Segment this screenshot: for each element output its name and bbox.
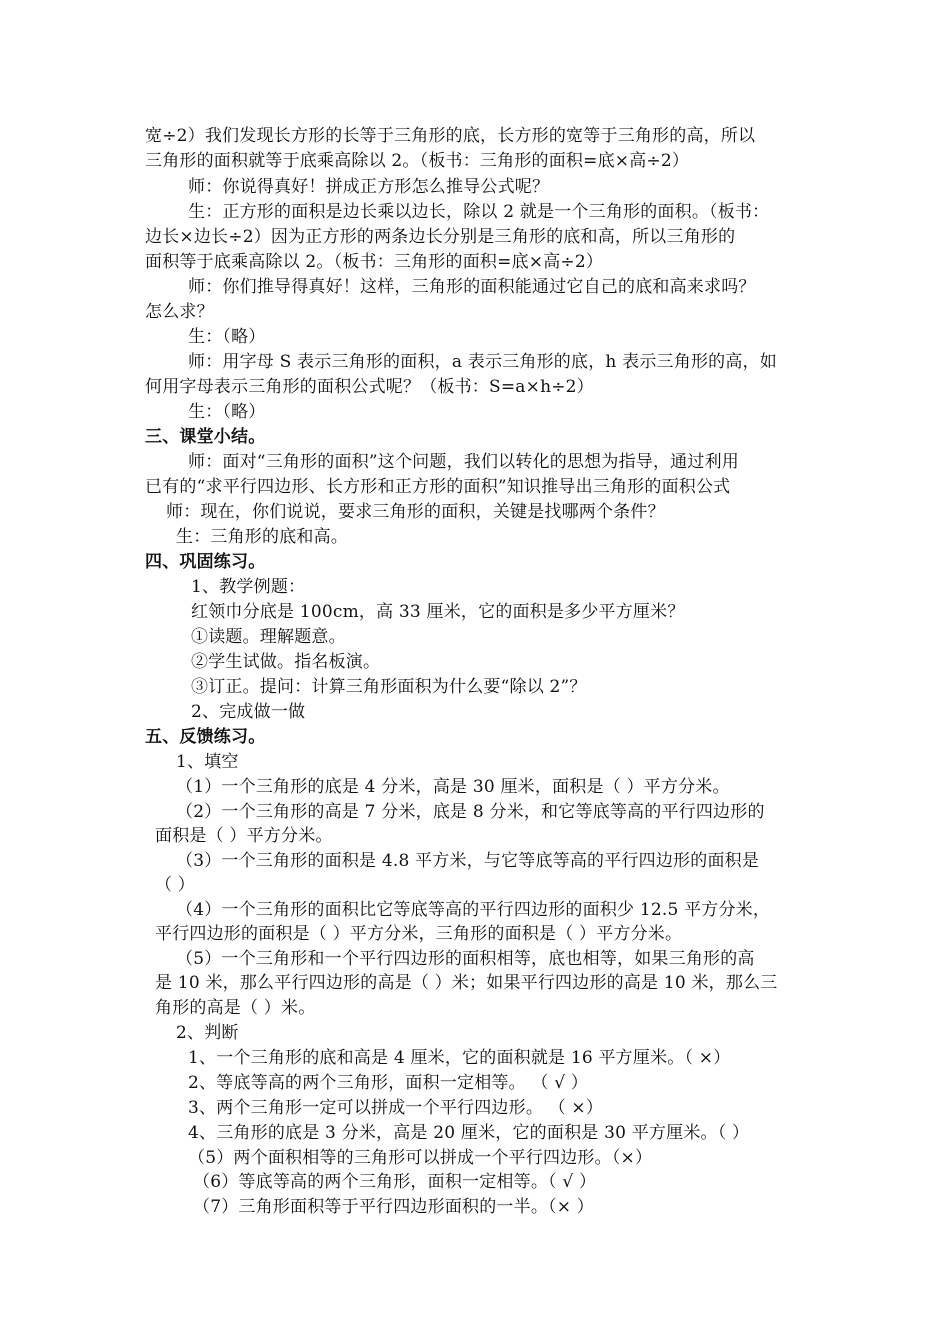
section-heading: 三、课堂小结。 xyxy=(145,427,266,447)
text-line: 2、判断 xyxy=(176,1023,239,1043)
text-line: 红领巾分底是 100cm，高 33 厘米，它的面积是多少平方厘米？ xyxy=(191,602,685,622)
text-line: 是 10 米，那么平行四边形的高是（ ）米；如果平行四边形的高是 10 米，那么三 xyxy=(155,973,778,993)
text-line: 师：你说得真好！拼成正方形怎么推导公式呢？ xyxy=(188,177,550,197)
text-line: 师：面对“三角形的面积”这个问题，我们以转化的思想为指导，通过利用 xyxy=(188,452,739,472)
text-line: （5）一个三角形和一个平行四边形的面积相等，底也相等，如果三角形的高 xyxy=(176,949,755,969)
text-line: 1、一个三角形的底和高是 4 厘米，它的面积就是 16 平方厘米。（ ×） xyxy=(188,1048,731,1068)
text-line: 生：正方形的面积是边长乘以边长，除以 2 就是一个三角形的面积。（板书： xyxy=(188,202,770,222)
text-line: 师：你们推导得真好！这样，三角形的面积能通过它自己的底和高来求吗？ xyxy=(188,277,756,297)
text-line: （2）一个三角形的高是 7 分米，底是 8 分米，和它等底等高的平行四边形的 xyxy=(176,802,765,822)
text-line: （1）一个三角形的底是 4 分米，高是 30 厘米，面积是（ ）平方分米。 xyxy=(176,777,730,797)
text-line: 3、两个三角形一定可以拼成一个平行四边形。 （ ×） xyxy=(188,1098,604,1118)
text-line: 三角形的面积就等于底乘高除以 2。（板书：三角形的面积=底×高÷2） xyxy=(145,151,690,171)
text-line: 4、三角形的底是 3 分米，高是 20 厘米，它的面积是 30 平方厘米。（ ） xyxy=(188,1123,750,1143)
text-line: （3）一个三角形的面积是 4.8 平方米，与它等底等高的平行四边形的面积是 xyxy=(176,851,760,871)
text-line: 师：用字母 S 表示三角形的面积，a 表示三角形的底，h 表示三角形的高，如 xyxy=(188,352,777,372)
text-line: 生：（略） xyxy=(188,402,266,422)
text-line: 面积等于底乘高除以 2。（板书：三角形的面积=底×高÷2） xyxy=(145,252,604,272)
text-line: （6）等底等高的两个三角形，面积一定相等。（ √ ） xyxy=(193,1172,597,1192)
text-line: （7）三角形面积等于平行四边形面积的一半。（× ） xyxy=(193,1197,594,1217)
text-line: 2、等底等高的两个三角形，面积一定相等。 （ √ ） xyxy=(188,1073,589,1093)
text-line: 平行四边形的面积是（ ）平方分米，三角形的面积是（ ）平方分米。 xyxy=(155,924,683,944)
text-line: 1、教学例题： xyxy=(191,577,306,597)
text-line: 已有的“求平行四边形、长方形和正方形的面积”知识推导出三角形的面积公式 xyxy=(145,477,731,497)
text-line: ②学生试做。指名板演。 xyxy=(191,652,381,672)
text-line: 怎么求？ xyxy=(145,302,214,322)
text-line: （ ） xyxy=(155,875,196,895)
text-line: （5）两个面积相等的三角形可以拼成一个平行四边形。（×） xyxy=(188,1148,653,1168)
text-line: （4）一个三角形的面积比它等底等高的平行四边形的面积少 12.5 平方分米， xyxy=(176,900,771,920)
text-line: 2、完成做一做 xyxy=(191,702,306,722)
section-heading: 四、巩固练习。 xyxy=(145,552,266,572)
text-line: ①读题。理解题意。 xyxy=(191,627,346,647)
text-line: 何用字母表示三角形的面积公式呢？（板书：S=a×h÷2） xyxy=(145,377,594,397)
text-line: 边长×边长÷2）因为正方形的两条边长分别是三角形的底和高，所以三角形的 xyxy=(145,227,736,247)
text-line: 师：现在，你们说说，要求三角形的面积，关键是找哪两个条件？ xyxy=(166,502,665,522)
text-line: 生：三角形的底和高。 xyxy=(176,527,348,547)
text-line: 面积是（ ）平方分米。 xyxy=(155,826,333,846)
text-line: 角形的高是（ ）米。 xyxy=(155,998,316,1018)
text-line: 宽÷2）我们发现长方形的长等于三角形的底，长方形的宽等于三角形的高，所以 xyxy=(145,126,756,146)
text-line: 1、填空 xyxy=(176,752,239,772)
text-line: 生：（略） xyxy=(188,327,266,347)
section-heading: 五、反馈练习。 xyxy=(145,727,266,747)
text-line: ③订正。提问：计算三角形面积为什么要“除以 2”？ xyxy=(191,677,587,697)
